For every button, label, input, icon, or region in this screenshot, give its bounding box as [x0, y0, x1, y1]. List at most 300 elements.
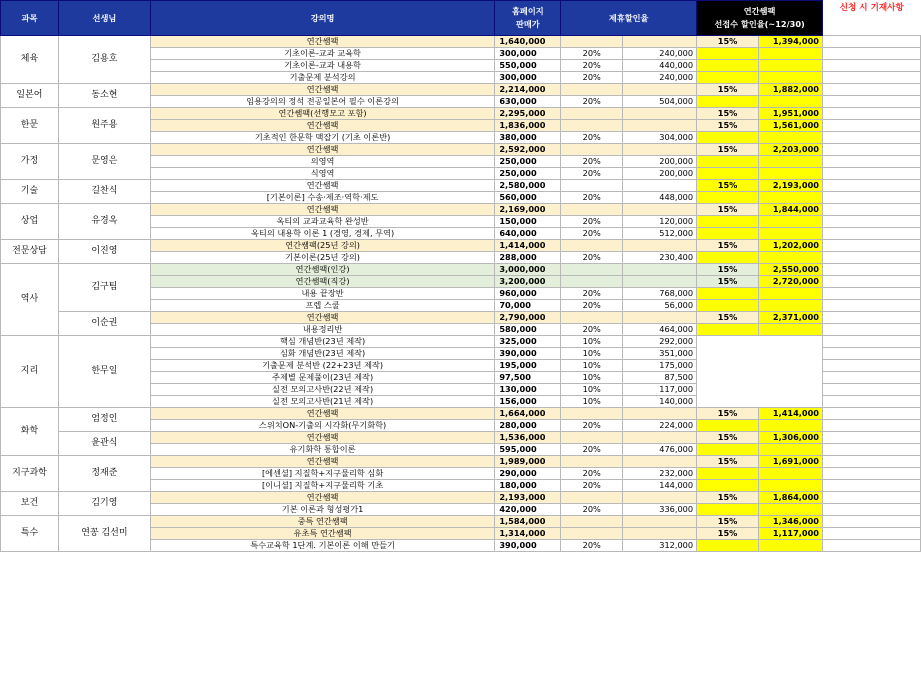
discount-rate-cell: 20% — [561, 324, 623, 336]
course-cell: 연간쌤팩 — [150, 120, 495, 132]
annual-price-cell — [759, 336, 823, 348]
teacher-cell: 엄정인 — [58, 408, 150, 432]
note-cell — [823, 312, 921, 324]
discounted-price-cell — [623, 180, 697, 192]
discounted-price-cell — [623, 144, 697, 156]
annual-rate-cell: 15% — [697, 108, 759, 120]
price-cell: 280,000 — [495, 420, 561, 432]
note-cell — [823, 252, 921, 264]
discount-rate-cell: 20% — [561, 504, 623, 516]
course-cell: 옥티의 내용학 이론 1 (경영, 경제, 무역) — [150, 228, 495, 240]
table-row — [1, 432, 921, 444]
price-cell: 180,000 — [495, 480, 561, 492]
course-cell: 연간쌤팩 — [150, 492, 495, 504]
annual-rate-cell: 15% — [697, 312, 759, 324]
discounted-price-cell — [623, 432, 697, 444]
header-note: 신청 시 기재사항 — [823, 1, 921, 36]
discounted-price-cell: 440,000 — [623, 60, 697, 72]
annual-price-cell: 1,346,000 — [759, 516, 823, 528]
header-course: 강의명 — [150, 1, 495, 36]
price-cell: 380,000 — [495, 132, 561, 144]
note-cell — [823, 468, 921, 480]
course-cell: 연간쌤팩 — [150, 36, 495, 48]
discount-rate-cell — [561, 432, 623, 444]
annual-price-cell: 2,720,000 — [759, 276, 823, 288]
price-cell: 390,000 — [495, 540, 561, 552]
discount-rate-cell: 20% — [561, 480, 623, 492]
price-cell: 1,640,000 — [495, 36, 561, 48]
discounted-price-cell: 230,400 — [623, 252, 697, 264]
teacher-cell: 연꽁 김선미 — [58, 516, 150, 552]
subject-cell: 화학 — [1, 408, 59, 456]
annual-rate-cell — [697, 288, 759, 300]
course-cell: 식영역 — [150, 168, 495, 180]
table-row — [1, 492, 921, 504]
course-cell: 기초적인 한문학 맥잡기 (기초 이론반) — [150, 132, 495, 144]
annual-rate-cell: 15% — [697, 432, 759, 444]
price-cell: 250,000 — [495, 156, 561, 168]
discounted-price-cell: 200,000 — [623, 168, 697, 180]
price-cell: 1,414,000 — [495, 240, 561, 252]
annual-rate-cell: 15% — [697, 264, 759, 276]
annual-rate-cell: 15% — [697, 180, 759, 192]
annual-rate-cell — [697, 216, 759, 228]
discounted-price-cell — [623, 120, 697, 132]
price-cell: 1,836,000 — [495, 120, 561, 132]
note-cell — [823, 324, 921, 336]
annual-price-cell: 2,371,000 — [759, 312, 823, 324]
subject-cell: 가정 — [1, 144, 59, 180]
header-annual-line1: 연간쌤팩 — [743, 6, 776, 16]
discount-rate-cell: 10% — [561, 348, 623, 360]
table-row — [1, 456, 921, 468]
discount-rate-cell — [561, 108, 623, 120]
table-row — [1, 408, 921, 420]
teacher-cell: 정재준 — [58, 456, 150, 492]
discounted-price-cell — [623, 84, 697, 96]
header-price — [495, 1, 561, 36]
discount-rate-cell — [561, 492, 623, 504]
annual-price-cell — [759, 420, 823, 432]
course-cell: 기출문제 분석강의 — [150, 72, 495, 84]
course-cell: 연간쌤팩 — [150, 180, 495, 192]
annual-price-cell — [759, 300, 823, 312]
subject-cell: 지리 — [1, 336, 59, 408]
teacher-cell: 문영은 — [58, 144, 150, 180]
annual-price-cell: 1,117,000 — [759, 528, 823, 540]
discounted-price-cell: 240,000 — [623, 48, 697, 60]
annual-rate-cell: 15% — [697, 240, 759, 252]
discounted-price-cell — [623, 108, 697, 120]
annual-rate-cell: 15% — [697, 144, 759, 156]
discounted-price-cell: 56,000 — [623, 300, 697, 312]
course-cell: [에센셜] 지질학+지구물리학 심화 — [150, 468, 495, 480]
teacher-cell: 이진영 — [58, 240, 150, 264]
note-cell — [823, 96, 921, 108]
annual-price-cell — [759, 132, 823, 144]
price-cell: 97,500 — [495, 372, 561, 384]
annual-price-cell: 1,691,000 — [759, 456, 823, 468]
note-cell — [823, 180, 921, 192]
course-cell: 기초이론-교과 내용학 — [150, 60, 495, 72]
discounted-price-cell — [623, 456, 697, 468]
course-cell: 내용정리반 — [150, 324, 495, 336]
discounted-price-cell: 464,000 — [623, 324, 697, 336]
discounted-price-cell: 512,000 — [623, 228, 697, 240]
annual-price-cell: 1,844,000 — [759, 204, 823, 216]
annual-rate-cell: 15% — [697, 204, 759, 216]
discount-rate-cell — [561, 276, 623, 288]
subject-cell: 전문상담 — [1, 240, 59, 264]
note-cell — [823, 156, 921, 168]
discount-rate-cell: 20% — [561, 540, 623, 552]
price-cell: 390,000 — [495, 348, 561, 360]
note-cell — [823, 264, 921, 276]
discount-rate-cell — [561, 264, 623, 276]
discount-rate-cell: 20% — [561, 168, 623, 180]
course-cell: 연간쌤팩 — [150, 84, 495, 96]
teacher-cell: 김구팀 — [58, 264, 150, 312]
course-cell: 연간쌤팩 — [150, 456, 495, 468]
discount-rate-cell: 20% — [561, 420, 623, 432]
note-cell — [823, 228, 921, 240]
price-cell: 195,000 — [495, 360, 561, 372]
discounted-price-cell: 304,000 — [623, 132, 697, 144]
discount-rate-cell: 20% — [561, 72, 623, 84]
discounted-price-cell: 120,000 — [623, 216, 697, 228]
table-row — [1, 108, 921, 120]
note-cell — [823, 504, 921, 516]
course-cell: 스위치ON-기출의 시각화(무기화학) — [150, 420, 495, 432]
course-cell: 연간쌤팩(25년 강의) — [150, 240, 495, 252]
discount-rate-cell — [561, 180, 623, 192]
discount-rate-cell — [561, 312, 623, 324]
header-partner-discount: 제휴할인율 — [561, 1, 697, 36]
discount-rate-cell — [561, 456, 623, 468]
teacher-cell: 원주용 — [58, 108, 150, 144]
course-cell: 연간쌤팩(선행모고 포함) — [150, 108, 495, 120]
discount-rate-cell: 20% — [561, 192, 623, 204]
table-row — [1, 264, 921, 276]
annual-price-cell — [759, 228, 823, 240]
discounted-price-cell: 144,000 — [623, 480, 697, 492]
discounted-price-cell — [623, 516, 697, 528]
annual-rate-cell: 15% — [697, 528, 759, 540]
note-cell — [823, 420, 921, 432]
course-cell: 유기화학 통합이론 — [150, 444, 495, 456]
annual-price-cell — [759, 252, 823, 264]
annual-rate-cell — [697, 336, 759, 348]
discounted-price-cell: 117,000 — [623, 384, 697, 396]
table-row — [1, 36, 921, 48]
subject-cell: 지구과학 — [1, 456, 59, 492]
discount-rate-cell: 20% — [561, 468, 623, 480]
discount-rate-cell: 20% — [561, 228, 623, 240]
annual-price-cell: 1,394,000 — [759, 36, 823, 48]
annual-price-cell: 2,203,000 — [759, 144, 823, 156]
teacher-cell: 이순권 — [58, 312, 150, 336]
price-cell: 1,536,000 — [495, 432, 561, 444]
note-cell — [823, 456, 921, 468]
annual-rate-cell — [697, 444, 759, 456]
course-cell: 연간쌤팩 — [150, 312, 495, 324]
discount-rate-cell — [561, 528, 623, 540]
note-cell — [823, 240, 921, 252]
header-price-line2: 판매가 — [515, 19, 540, 29]
price-cell: 1,314,000 — [495, 528, 561, 540]
subject-cell: 특수 — [1, 516, 59, 552]
discounted-price-cell: 504,000 — [623, 96, 697, 108]
discount-rate-cell — [561, 84, 623, 96]
course-cell: [이니셜] 지질학+지구물리학 기초 — [150, 480, 495, 492]
price-cell: 300,000 — [495, 72, 561, 84]
price-cell: 156,000 — [495, 396, 561, 408]
discounted-price-cell: 140,000 — [623, 396, 697, 408]
teacher-cell: 유경옥 — [58, 204, 150, 240]
price-cell: 2,193,000 — [495, 492, 561, 504]
table-row — [1, 516, 921, 528]
table-row — [1, 180, 921, 192]
discount-rate-cell — [561, 204, 623, 216]
price-cell: 288,000 — [495, 252, 561, 264]
note-cell — [823, 36, 921, 48]
annual-price-cell — [759, 540, 823, 552]
course-cell: 실전 모의고사반(21년 제작) — [150, 396, 495, 408]
annual-rate-cell — [697, 60, 759, 72]
note-cell — [823, 384, 921, 396]
annual-rate-cell — [697, 348, 759, 360]
subject-cell: 상업 — [1, 204, 59, 240]
annual-rate-cell — [697, 480, 759, 492]
discounted-price-cell: 448,000 — [623, 192, 697, 204]
course-cell: 연간쌤팩 — [150, 144, 495, 156]
price-cell: 640,000 — [495, 228, 561, 240]
discount-rate-cell — [561, 516, 623, 528]
discount-rate-cell: 10% — [561, 336, 623, 348]
discounted-price-cell — [623, 276, 697, 288]
annual-price-cell: 1,882,000 — [759, 84, 823, 96]
course-cell: 연간쌤팩 — [150, 432, 495, 444]
discounted-price-cell — [623, 240, 697, 252]
subject-cell: 기술 — [1, 180, 59, 204]
note-cell — [823, 492, 921, 504]
header-teacher: 선생님 — [58, 1, 150, 36]
annual-price-cell — [759, 288, 823, 300]
note-cell — [823, 48, 921, 60]
subject-cell: 한문 — [1, 108, 59, 144]
note-cell — [823, 540, 921, 552]
note-cell — [823, 408, 921, 420]
course-cell: 심화 개념반(23년 제작) — [150, 348, 495, 360]
annual-price-cell — [759, 360, 823, 372]
discounted-price-cell: 200,000 — [623, 156, 697, 168]
annual-rate-cell: 15% — [697, 120, 759, 132]
annual-price-cell — [759, 60, 823, 72]
note-cell — [823, 300, 921, 312]
note-cell — [823, 348, 921, 360]
course-cell: 중특 연간쌤팩 — [150, 516, 495, 528]
price-cell: 595,000 — [495, 444, 561, 456]
table-row — [1, 144, 921, 156]
price-cell: 1,989,000 — [495, 456, 561, 468]
discounted-price-cell — [623, 312, 697, 324]
course-cell: 기본이론(25년 강의) — [150, 252, 495, 264]
note-cell — [823, 72, 921, 84]
annual-rate-cell — [697, 252, 759, 264]
discount-rate-cell: 20% — [561, 96, 623, 108]
annual-rate-cell: 15% — [697, 492, 759, 504]
annual-price-cell — [759, 48, 823, 60]
note-cell — [823, 372, 921, 384]
subject-cell: 일본어 — [1, 84, 59, 108]
table-row — [1, 204, 921, 216]
note-cell — [823, 516, 921, 528]
course-cell: 옥티의 교과교육학 완성반 — [150, 216, 495, 228]
price-cell: 2,295,000 — [495, 108, 561, 120]
price-cell: 3,000,000 — [495, 264, 561, 276]
teacher-cell: 길찬식 — [58, 180, 150, 204]
price-cell: 300,000 — [495, 48, 561, 60]
price-cell: 150,000 — [495, 216, 561, 228]
header-subject: 과목 — [1, 1, 59, 36]
course-cell: 기본 이론과 형성평가1 — [150, 504, 495, 516]
course-cell: 연간쌤팩(직강) — [150, 276, 495, 288]
note-cell — [823, 120, 921, 132]
price-cell: 420,000 — [495, 504, 561, 516]
annual-price-cell — [759, 504, 823, 516]
discount-rate-cell: 20% — [561, 288, 623, 300]
table-row — [1, 84, 921, 96]
annual-rate-cell — [697, 360, 759, 372]
annual-rate-cell — [697, 168, 759, 180]
discount-rate-cell: 20% — [561, 48, 623, 60]
note-cell — [823, 276, 921, 288]
course-cell: 연간쌤팩 — [150, 204, 495, 216]
discount-rate-cell — [561, 36, 623, 48]
annual-rate-cell — [697, 96, 759, 108]
discount-rate-cell: 20% — [561, 156, 623, 168]
annual-rate-cell: 15% — [697, 456, 759, 468]
price-cell: 2,214,000 — [495, 84, 561, 96]
discounted-price-cell: 292,000 — [623, 336, 697, 348]
price-cell: 3,200,000 — [495, 276, 561, 288]
annual-price-cell — [759, 192, 823, 204]
annual-price-cell: 2,193,000 — [759, 180, 823, 192]
annual-price-cell — [759, 216, 823, 228]
annual-price-cell — [759, 72, 823, 84]
annual-rate-cell — [697, 372, 759, 384]
annual-rate-cell — [697, 192, 759, 204]
price-cell: 1,584,000 — [495, 516, 561, 528]
note-cell — [823, 132, 921, 144]
table-row — [1, 336, 921, 348]
annual-price-cell — [759, 372, 823, 384]
course-cell: 실전 모의고사반(22년 제작) — [150, 384, 495, 396]
discount-rate-cell: 10% — [561, 360, 623, 372]
teacher-cell: 한무일 — [58, 336, 150, 408]
discounted-price-cell: 232,000 — [623, 468, 697, 480]
teacher-cell: 동소현 — [58, 84, 150, 108]
annual-price-cell — [759, 468, 823, 480]
course-cell: 연간쌤팩 — [150, 408, 495, 420]
note-cell — [823, 528, 921, 540]
note-cell — [823, 84, 921, 96]
annual-rate-cell — [697, 300, 759, 312]
discounted-price-cell — [623, 36, 697, 48]
annual-rate-cell — [697, 72, 759, 84]
discounted-price-cell: 351,000 — [623, 348, 697, 360]
discounted-price-cell: 336,000 — [623, 504, 697, 516]
annual-rate-cell — [697, 420, 759, 432]
annual-price-cell: 1,414,000 — [759, 408, 823, 420]
note-cell — [823, 396, 921, 408]
discount-rate-cell: 10% — [561, 396, 623, 408]
discounted-price-cell — [623, 528, 697, 540]
annual-price-cell: 1,202,000 — [759, 240, 823, 252]
note-cell — [823, 336, 921, 348]
note-cell — [823, 444, 921, 456]
course-cell: 핵심 개념반(23년 제작) — [150, 336, 495, 348]
annual-rate-cell — [697, 384, 759, 396]
price-cell: 70,000 — [495, 300, 561, 312]
discount-rate-cell — [561, 408, 623, 420]
annual-price-cell: 2,550,000 — [759, 264, 823, 276]
discounted-price-cell — [623, 492, 697, 504]
header-row — [1, 1, 921, 36]
note-cell — [823, 216, 921, 228]
annual-rate-cell — [697, 324, 759, 336]
course-cell: 내용 끝장반 — [150, 288, 495, 300]
subject-cell: 보건 — [1, 492, 59, 516]
price-cell: 580,000 — [495, 324, 561, 336]
note-cell — [823, 60, 921, 72]
discount-rate-cell: 20% — [561, 60, 623, 72]
price-cell: 130,000 — [495, 384, 561, 396]
discounted-price-cell: 768,000 — [623, 288, 697, 300]
note-cell — [823, 192, 921, 204]
price-cell: 630,000 — [495, 96, 561, 108]
price-cell: 250,000 — [495, 168, 561, 180]
subject-cell: 역사 — [1, 264, 59, 336]
table-row — [1, 312, 921, 324]
discounted-price-cell: 476,000 — [623, 444, 697, 456]
annual-rate-cell — [697, 228, 759, 240]
annual-price-cell — [759, 480, 823, 492]
annual-rate-cell — [697, 132, 759, 144]
annual-price-cell: 1,864,000 — [759, 492, 823, 504]
annual-price-cell — [759, 324, 823, 336]
annual-rate-cell: 15% — [697, 84, 759, 96]
price-cell: 2,592,000 — [495, 144, 561, 156]
discount-rate-cell — [561, 120, 623, 132]
annual-price-cell: 1,951,000 — [759, 108, 823, 120]
discount-rate-cell: 10% — [561, 372, 623, 384]
discount-rate-cell: 20% — [561, 252, 623, 264]
header-price-line1: 홈페이지 — [512, 6, 544, 16]
price-cell: 960,000 — [495, 288, 561, 300]
note-cell — [823, 480, 921, 492]
annual-rate-cell — [697, 396, 759, 408]
note-cell — [823, 204, 921, 216]
discounted-price-cell: 87,500 — [623, 372, 697, 384]
discount-rate-cell — [561, 144, 623, 156]
course-cell: 임용강의의 정석 전공일본어 필수 이론강의 — [150, 96, 495, 108]
annual-rate-cell: 15% — [697, 36, 759, 48]
course-cell: 연간쌤팩(인강) — [150, 264, 495, 276]
discount-rate-cell — [561, 240, 623, 252]
annual-rate-cell: 15% — [697, 408, 759, 420]
price-cell: 290,000 — [495, 468, 561, 480]
